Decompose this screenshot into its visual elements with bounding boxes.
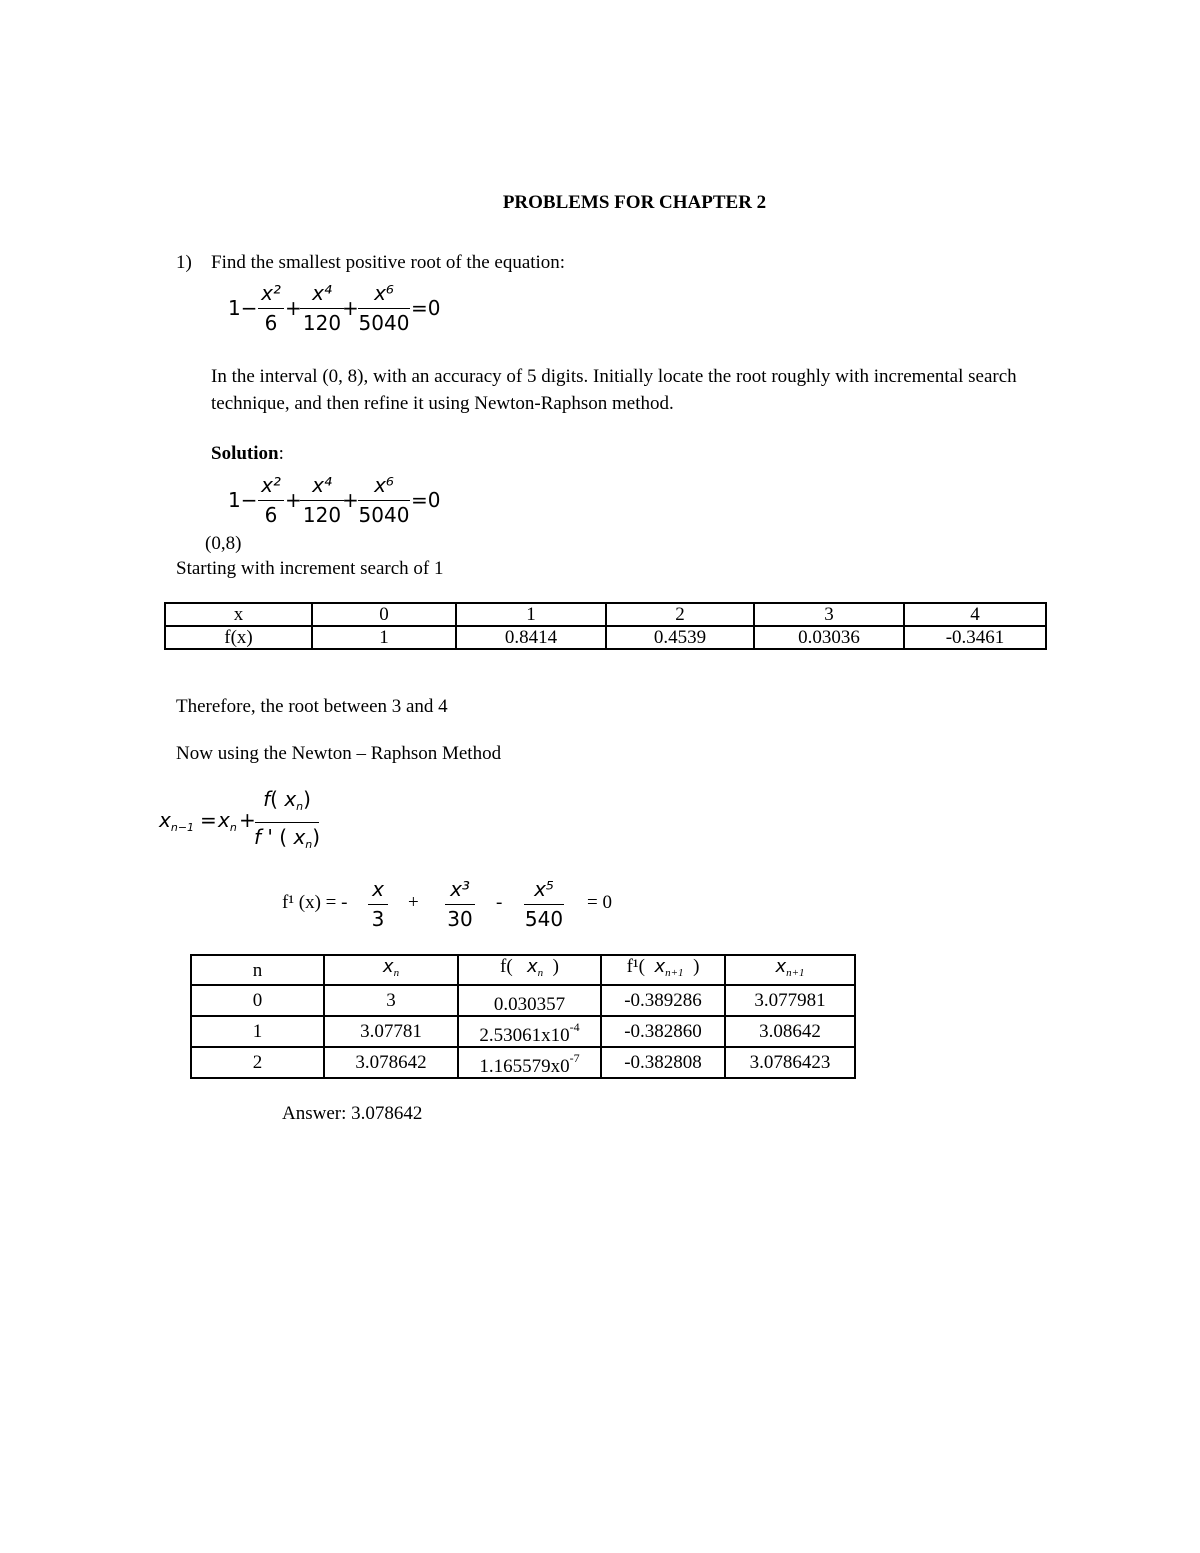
- eq2-term1-denominator: 6: [264, 503, 278, 527]
- eq2-term2-denominator: 120: [302, 503, 342, 527]
- eq2-term-x6-over-5040: [358, 474, 410, 526]
- deriv-term-x3-over-30: [445, 878, 475, 930]
- table-cell: x: [165, 603, 312, 626]
- deriv-term1-numerator: x: [372, 877, 384, 901]
- table-cell: [458, 1016, 601, 1047]
- formula-num-f: f: [263, 787, 271, 811]
- formula-num-x: x: [284, 787, 297, 811]
- table-header-row: [191, 955, 855, 985]
- table-cell: 1: [191, 1016, 324, 1047]
- header-xn1: [725, 955, 855, 985]
- eq-lead: 1−: [228, 296, 258, 320]
- eq2-term3-denominator: 5040: [358, 503, 410, 527]
- header-fxn-var: x: [526, 956, 538, 977]
- table-cell: 0: [191, 985, 324, 1016]
- eq-plus-1: +: [285, 296, 302, 320]
- table-row: [191, 1016, 855, 1047]
- root-conclusion: Therefore, the root between 3 and 4: [176, 696, 448, 717]
- table-cell: 1: [456, 603, 606, 626]
- formula-num-sub: n: [296, 800, 304, 813]
- formula-lhs-var: x: [159, 808, 171, 832]
- eq2-term1-numerator: x²: [261, 473, 281, 497]
- formula-lhs: [159, 808, 194, 834]
- header-dfx-sub: n+1: [665, 967, 684, 979]
- formula-fraction: [254, 788, 320, 856]
- header-n: n: [191, 955, 324, 985]
- formula-den-sub: n: [305, 838, 313, 851]
- header-dfx: [601, 955, 725, 985]
- table-cell: 1: [312, 626, 456, 649]
- table-cell: 0.8414: [456, 626, 606, 649]
- eq-term-x4-over-120: [300, 282, 344, 334]
- table-cell: [458, 985, 601, 1016]
- table-row: [191, 985, 855, 1016]
- derivative-lhs: f¹ (x) = -: [282, 892, 348, 913]
- deriv-term-x-over-3: [368, 878, 388, 930]
- header-xn-sub: n: [393, 967, 400, 979]
- fxn-base: 2.53061x10: [479, 1025, 570, 1046]
- header-dfx-f: f¹(: [626, 956, 645, 977]
- eq2-term-x4-over-120: [300, 474, 344, 526]
- deriv-term2-numerator: x³: [450, 877, 470, 901]
- header-fxn-sub: n: [537, 967, 544, 979]
- final-answer: Answer: 3.078642: [282, 1103, 423, 1124]
- eq2-rhs: =0: [411, 488, 441, 512]
- solution-heading: [211, 443, 284, 465]
- eq-term1-numerator: x²: [261, 281, 281, 305]
- eq-term2-denominator: 120: [302, 311, 342, 335]
- problem-description-line-2: technique, and then refine it using Newton-Raphson method.: [211, 393, 674, 414]
- table-cell: -0.382860: [601, 1016, 725, 1047]
- table-row: [165, 626, 1046, 649]
- eq-term-x2-over-6: [258, 282, 284, 334]
- eq2-lead: 1−: [228, 488, 258, 512]
- header-dfx-close: ): [693, 956, 700, 977]
- formula-equals: =: [200, 808, 217, 832]
- table-cell: -0.389286: [601, 985, 725, 1016]
- table-cell: 2: [191, 1047, 324, 1078]
- newton-iteration-table: [190, 954, 856, 1079]
- fxn-base: 1.165579x0: [479, 1056, 570, 1077]
- formula-numerator: f( $x_n$): [263, 787, 311, 813]
- table-row: [191, 1047, 855, 1078]
- header-dfx-var: x: [654, 956, 666, 977]
- header-fxn-close: ): [552, 956, 559, 977]
- table-cell: [458, 1047, 601, 1078]
- table-cell: 3: [754, 603, 904, 626]
- formula-den-x: x: [293, 825, 306, 849]
- increment-search-table: [164, 602, 1047, 650]
- header-xn1-var: x: [775, 956, 787, 977]
- formula-den-f: f ': [254, 825, 273, 849]
- solution-interval: (0,8): [205, 533, 242, 554]
- page-title: PROBLEMS FOR CHAPTER 2: [502, 192, 767, 213]
- derivative-plus: +: [408, 892, 419, 913]
- eq2-plus-1: +: [285, 488, 302, 512]
- table-cell: 3.0786423: [725, 1047, 855, 1078]
- fxn-exponent: -7: [569, 1051, 580, 1065]
- table-cell: 3: [324, 985, 458, 1016]
- problem-statement: Find the smallest positive root of the equation:: [211, 252, 566, 273]
- fxn-exponent: -4: [569, 1020, 580, 1034]
- table-cell: 0: [312, 603, 456, 626]
- formula-lhs-sub: n−1: [170, 821, 195, 834]
- table-cell: 4: [904, 603, 1046, 626]
- eq-term3-numerator: x⁶: [374, 281, 394, 305]
- table-cell: 0.03036: [754, 626, 904, 649]
- deriv-term-x5-over-540: [524, 878, 564, 930]
- newton-intro: Now using the Newton – Raphson Method: [176, 743, 502, 764]
- deriv-term3-denominator: 540: [524, 907, 564, 931]
- eq-term-x6-over-5040: [358, 282, 410, 334]
- eq2-term3-numerator: x⁶: [374, 473, 394, 497]
- eq2-term-x2-over-6: [258, 474, 284, 526]
- formula-xn: [218, 808, 237, 834]
- deriv-term3-numerator: x⁵: [534, 877, 554, 901]
- table-row: [165, 603, 1046, 626]
- formula-denominator: f ' ( $x_n$): [254, 825, 321, 851]
- solution-colon: :: [278, 443, 284, 464]
- eq2-term2-numerator: x⁴: [312, 473, 332, 497]
- formula-xn-var: x: [218, 808, 230, 832]
- table-cell: 3.08642: [725, 1016, 855, 1047]
- deriv-term1-denominator: 3: [371, 907, 385, 931]
- header-fxn-f: f(: [500, 956, 513, 977]
- table-cell: 2: [606, 603, 754, 626]
- eq-term3-denominator: 5040: [358, 311, 410, 335]
- formula-plus: +: [239, 808, 256, 832]
- fxn-base: 0.030357: [493, 994, 566, 1015]
- table-cell: -0.382808: [601, 1047, 725, 1078]
- table-cell: -0.3461: [904, 626, 1046, 649]
- problem-number: 1): [176, 252, 192, 273]
- table-cell: f(x): [165, 626, 312, 649]
- eq-term2-numerator: x⁴: [312, 281, 332, 305]
- table-cell: 3.07781: [324, 1016, 458, 1047]
- derivative-minus: -: [496, 892, 503, 913]
- solution-label: Solution: [211, 443, 279, 464]
- eq2-plus-2: +: [342, 488, 359, 512]
- eq-term1-denominator: 6: [264, 311, 278, 335]
- table-cell: 3.078642: [324, 1047, 458, 1078]
- header-xn: [324, 955, 458, 985]
- header-fxn: [458, 955, 601, 985]
- problem-description-line-1: In the interval (0, 8), with an accuracy of 5 digits. Initially locate the root roughly with incremental search: [211, 366, 1017, 387]
- increment-search-text: Starting with increment search of 1: [176, 558, 444, 579]
- header-xn-var: x: [382, 956, 394, 977]
- eq-plus-2: +: [342, 296, 359, 320]
- eq-rhs: =0: [411, 296, 441, 320]
- formula-xn-sub: n: [229, 821, 237, 834]
- derivative-rhs: = 0: [587, 892, 612, 913]
- deriv-term2-denominator: 30: [447, 907, 473, 931]
- table-cell: 3.077981: [725, 985, 855, 1016]
- table-cell: 0.4539: [606, 626, 754, 649]
- header-xn1-sub: n+1: [786, 967, 805, 979]
